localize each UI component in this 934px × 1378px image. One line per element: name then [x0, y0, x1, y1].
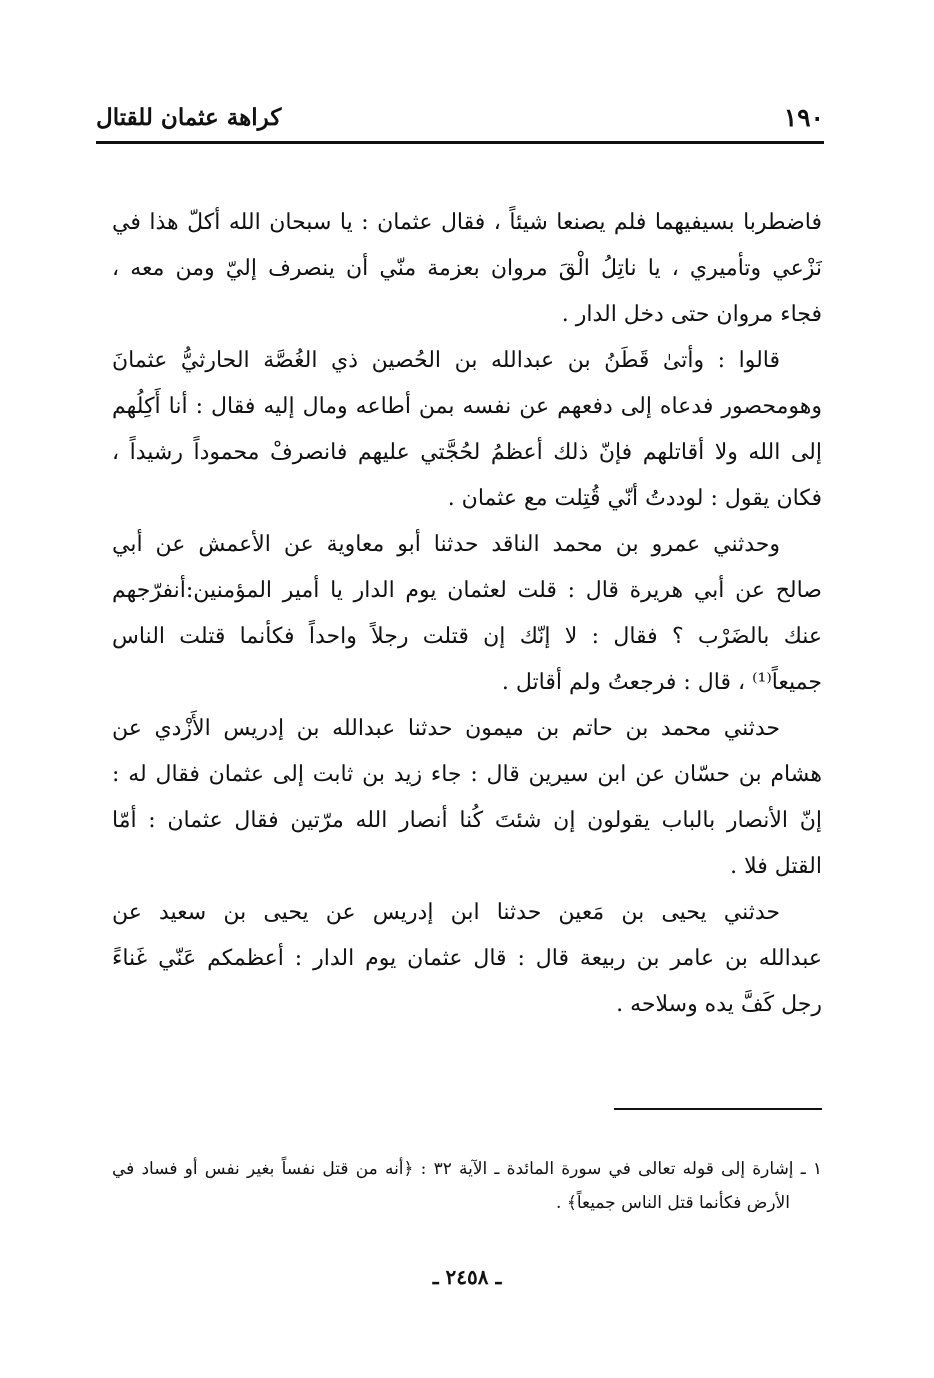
text-line: عنك بالضَرْب ؟ فقال : لا إنّك إن قتلت رجلاً واحداً فكأنما قتلت الناس [112, 624, 822, 649]
footnote-divider [614, 1108, 822, 1110]
header-page-number: ١٩٠ [783, 103, 824, 132]
footnote-line: الأرض فكأنما قتل الناس جميعاً﴾ . [556, 1193, 790, 1213]
header-divider [96, 141, 824, 144]
footnote-line: ١ ـ إشارة إلى قوله تعالى في سورة المائدة ـ الآية ٣٢ : ﴿أنه من قتل نفساً بغير نفس أو فساد في [112, 1159, 822, 1179]
text-line: صالح عن أبي هريرة قال : قلت لعثمان يوم الدار يا أمير المؤمنين:أنفرّجهم [112, 578, 822, 603]
text-line: فجاء مروان حتى دخل الدار . [561, 302, 822, 327]
text-line: عبدالله بن عامر بن ربيعة قال : قال عثمان يوم الدار : أعظمكم عَنّي غَناءً [112, 946, 822, 971]
text-line: قالوا : وأتىٰ قَطَنُ بن عبدالله بن الحُصين ذي الغُصَّة الحارثيُّ عثمانَ [112, 348, 780, 373]
main-text [112, 200, 822, 1028]
header-chapter-title: كراهة عثمان للقتال [96, 104, 282, 131]
text-line: إنّ الأنصار بالباب يقولون إن شئتَ كُنا أنصار الله مرّتين فقال عثمان : أمّا [112, 808, 822, 833]
text-line: فكان يقول : لوددتُ أنّي قُتِلت مع عثمان . [447, 486, 822, 511]
text-line: فاضطربا بسيفيهما فلم يصنعا شيئاً ، فقال عثمان : يا سبحان الله أكلّ هذا في [112, 210, 822, 235]
text-line: إلى الله ولا أقاتلهم فإنّ ذلك أعظمُ لحُجَّتي عليهم فانصرفْ محموداً رشيداً ، [112, 440, 822, 465]
text-line: رجل كَفَّ يده وسلاحه . [616, 992, 822, 1017]
text-line: حدثني يحيى بن مَعين حدثنا ابن إدريس عن يحيى بن سعيد عن [112, 900, 780, 925]
text-line: وحدثني عمرو بن محمد الناقد حدثنا أبو معاوية عن الأعمش عن أبي [112, 532, 780, 557]
footer-page-number: ـ ٢٤٥٨ ـ [432, 1265, 502, 1289]
running-header [96, 98, 824, 140]
footnotes [112, 1152, 822, 1220]
text-line: هشام بن حسّان عن ابن سيرين قال : جاء زيد بن ثابت إلى عثمان فقال له : [112, 762, 822, 787]
text-line: جميعاً⁽¹⁾ ، قال : فرجعتُ ولم أقاتل . [501, 670, 822, 695]
text-line: القتل فلا . [730, 854, 822, 879]
text-line: وهومحصور فدعاه إلى دفعهم عن نفسه بمن أطاعه ومال إليه فقال : أنا أَكِلُهم [112, 394, 822, 419]
text-line: نَزْعي وتأميري ، يا ناتِلُ الْقَ مروان بعزمة منّي أن ينصرف إليّ ومن معه ، [112, 256, 822, 281]
text-line: حدثني محمد بن حاتم بن ميمون حدثنا عبدالله بن إدريس الأَزْدي عن [112, 716, 780, 741]
